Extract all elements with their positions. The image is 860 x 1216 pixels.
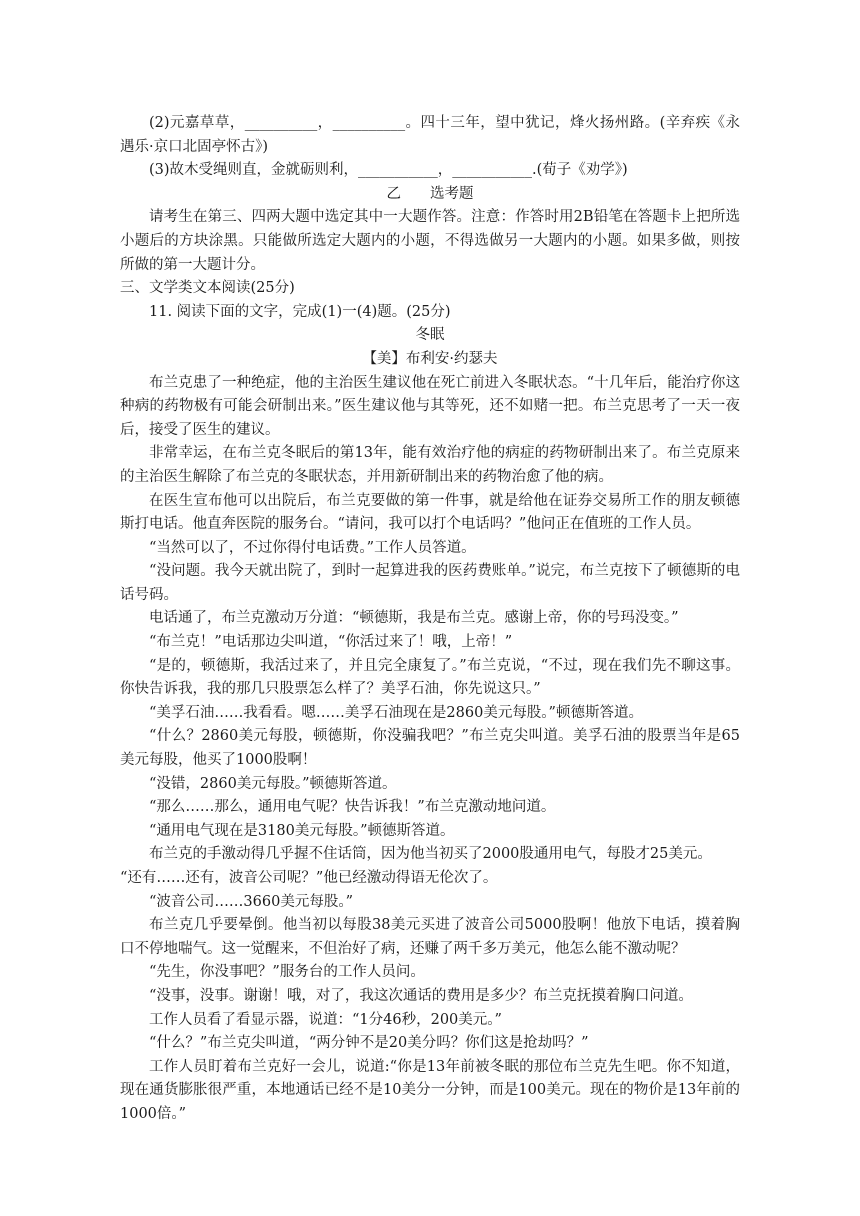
story-paragraph: 在医生宣布他可以出院后，布兰克要做的第一件事，就是给他在证券交易所工作的朋友顿德斯打电话。他直奔医院的服务台。“请问，我可以打个电话吗？”他问正在值班的工作人员。 [120,492,740,533]
question-10-2: (2)元嘉草草，__________，__________。四十三年，望中犹记，烽火扬州路。(辛弃疾《永遇乐·京口北固亭怀古》) [120,115,740,155]
instructions: 请考生在第三、四两大题中选定其中一大题作答。注意：作答时用2B铅笔在答题卡上把所选小题后的方块涂黑。只能做所选定大题内的小题，不得选做另一大题内的小题。如果多做，则按所做的第一大题计分。 [120,209,740,273]
story-paragraph: “美孚石油……我看看。嗯……美孚石油现在是2860美元每股。”顿德斯答道。 [149,704,643,721]
story-paragraph: “先生，你没事吧？”服务台的工作人员问。 [149,964,425,981]
story-paragraph: 电话通了，布兰克激动万分道：“顿德斯，我是布兰克。感谢上帝，你的号玛没变。” [149,610,679,627]
story-title: 冬眠 [415,327,445,344]
story-paragraph: 布兰克的手激动得几乎握不住话筒，因为他当初买了2000股通用电气，每股才25美元。 [149,846,712,863]
story-paragraph: 非常幸运，在布兰克冬眠后的第13年，能有效治疗他的病症的药物研制出来了。布兰克原来的主治医生解除了布兰克的冬眠状态，并用新研制出来的药物治愈了他的病。 [120,445,740,485]
story-paragraph: “当然可以了，不过你得付电话费。”工作人员答道。 [149,539,476,556]
section-3-heading: 三、文学类文本阅读(25分) [120,280,295,297]
exam-page [120,112,740,1127]
story-paragraph: “那么……那么，通用电气呢？快告诉我！”布兰克激动地问道。 [149,799,556,816]
story-author: 【美】布利安·约瑟夫 [362,350,498,367]
story-paragraph: 布兰克患了一种绝症，他的主治医生建议他在死亡前进入冬眠状态。“十几年后，能治疗你这种病的药物极有可能会研制出来。”医生建议他与其等死，还不如赌一把。布兰克思考了一天一夜后，接受了医生的建议。 [120,374,740,438]
story-paragraph: “什么？2860美元每股，顿德斯，你没骗我吧？”布兰克尖叫道。美孚石油的股票当年是65美元每股，他买了1000股啊！ [120,728,740,769]
story-paragraph: “波音公司……3660美元每股。” [149,893,353,910]
story-paragraph: “什么？”布兰克尖叫道，“两分钟不是20美分吗？你们这是抢劫吗？” [149,1035,589,1052]
story-paragraph: 工作人员看了看显示器，说道：“1分46秒，200美元。” [149,1011,502,1028]
question-10-3: (3)故木受绳则直，金就砺则利，___________，___________.(荀子《劝学》) [149,162,628,179]
story-paragraph: “没事，没事。谢谢！哦，对了，我这次通话的费用是多少？布兰克抚摸着胸口问道。 [149,987,693,1004]
story-paragraph: “还有……还有，波音公司呢？”他已经激动得语无伦次了。 [120,870,498,886]
story-paragraph: 工作人员盯着布兰克好一会儿，说道:“你是13年前被冬眠的那位布兰克先生吧。你不知道，现在通货膨胀很严重，本地通话已经不是10美分一分钟，而是100美元。现在的物价是13年前的1000倍。” [120,1058,740,1122]
story-paragraph: “没错，2860美元每股。”顿德斯答道。 [149,775,397,792]
story-paragraph: “是的，顿德斯，我活过来了，并且完全康复了。”布兰克说，“不过，现在我们先不聊这事。你快告诉我，我的那几只股票怎么样了？美孚石油，你先说这只。” [120,657,740,698]
story-paragraph: “没问题。我今天就出院了，到时一起算进我的医药费账单。”说完，布兰克按下了顿德斯的电话号码。 [120,563,740,603]
question-11-prompt: 11. 阅读下面的文字，完成(1)一(4)题。(25分) [149,303,451,320]
section-yi-heading: 乙 选考题 [386,185,474,202]
story-paragraph: 布兰克几乎要晕倒。他当初以每股38美元买进了波音公司5000股啊！他放下电话，摸着胸口不停地喘气。这一觉醒来，不但治好了病，还赚了两千多万美元，他怎么能不激动呢？ [120,917,740,957]
story-paragraph: “通用电气现在是3180美元每股。”顿德斯答道。 [149,822,455,839]
story-paragraph: “布兰克！”电话那边尖叫道，“你活过来了！哦，上帝！” [149,634,513,651]
